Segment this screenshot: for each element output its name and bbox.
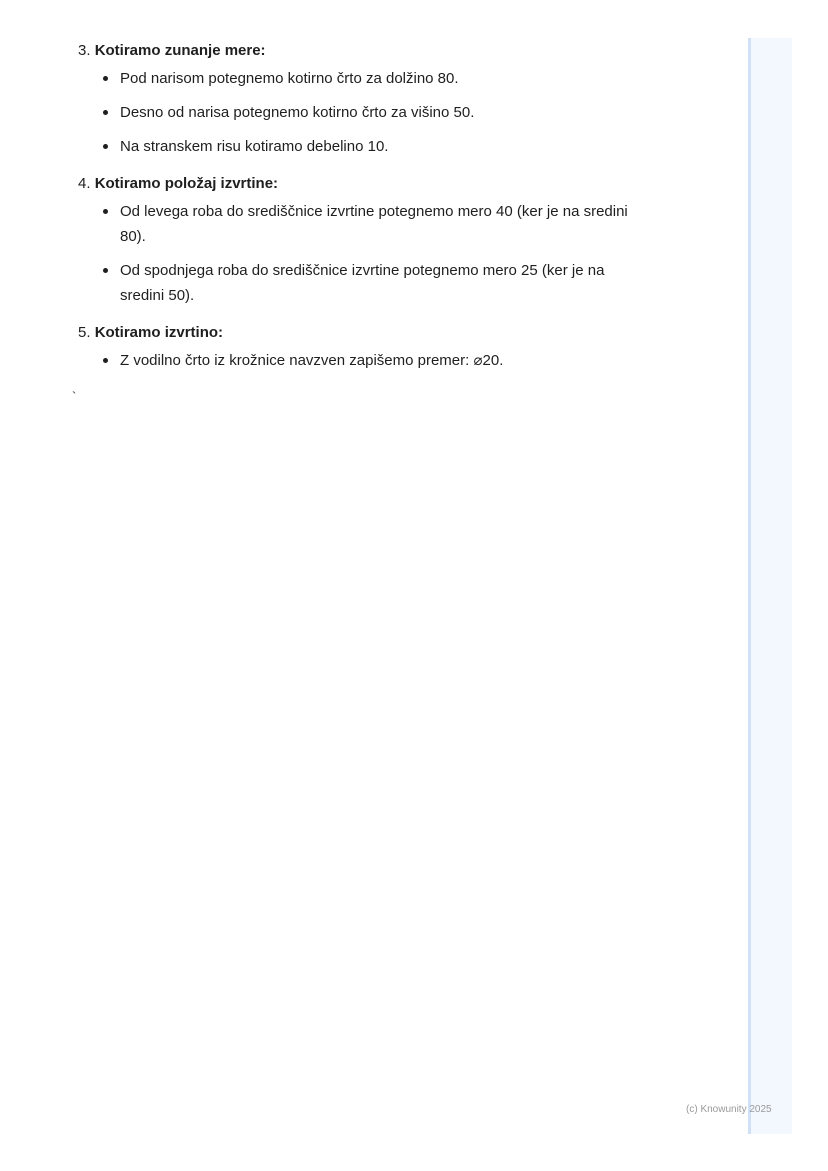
document-body bbox=[78, 40, 638, 387]
section-title: Kotiramo izvrtino: bbox=[94, 324, 224, 341]
list-item bbox=[100, 134, 638, 159]
list-item-text: Od levega roba do središčnice izvrtine potegnemo mero 40 (ker je na sredini 80). bbox=[120, 203, 628, 245]
bullet-icon bbox=[103, 76, 108, 81]
section-heading bbox=[78, 173, 638, 195]
bullet-icon bbox=[103, 268, 108, 273]
list-item bbox=[100, 258, 638, 308]
list-item bbox=[100, 100, 638, 125]
stray-backtick-mark: ` bbox=[72, 389, 77, 404]
section-5 bbox=[78, 322, 638, 373]
side-panel bbox=[748, 38, 792, 1134]
bullet-icon bbox=[103, 144, 108, 149]
list-item-text: Na stranskem risu kotiramo debelino 10. bbox=[120, 138, 389, 155]
section-title: Kotiramo položaj izvrtine: bbox=[94, 175, 279, 192]
list-item-text: Z vodilno črto iz krožnice navzven zapišemo premer: ⌀20. bbox=[120, 352, 504, 369]
copyright-footer: (c) Knowunity 2025 bbox=[686, 1104, 772, 1115]
section-heading bbox=[78, 40, 638, 62]
list-item-text: Desno od narisa potegnemo kotirno črto za višino 50. bbox=[120, 104, 475, 121]
bullet-list bbox=[78, 66, 638, 159]
section-number: 3. bbox=[78, 42, 91, 59]
section-3 bbox=[78, 40, 638, 159]
section-number: 4. bbox=[78, 175, 91, 192]
list-item-text: Pod narisom potegnemo kotirno črto za dolžino 80. bbox=[120, 70, 459, 87]
bullet-list bbox=[78, 199, 638, 308]
bullet-icon bbox=[103, 209, 108, 214]
bullet-icon bbox=[103, 358, 108, 363]
section-4 bbox=[78, 173, 638, 308]
section-title: Kotiramo zunanje mere: bbox=[94, 42, 266, 59]
list-item-text: Od spodnjega roba do središčnice izvrtine potegnemo mero 25 (ker je na sredini 50). bbox=[120, 262, 605, 304]
section-number: 5. bbox=[78, 324, 91, 341]
bullet-list bbox=[78, 348, 638, 373]
section-heading bbox=[78, 322, 638, 344]
list-item bbox=[100, 66, 638, 91]
bullet-icon bbox=[103, 110, 108, 115]
list-item bbox=[100, 199, 638, 249]
list-item bbox=[100, 348, 638, 373]
